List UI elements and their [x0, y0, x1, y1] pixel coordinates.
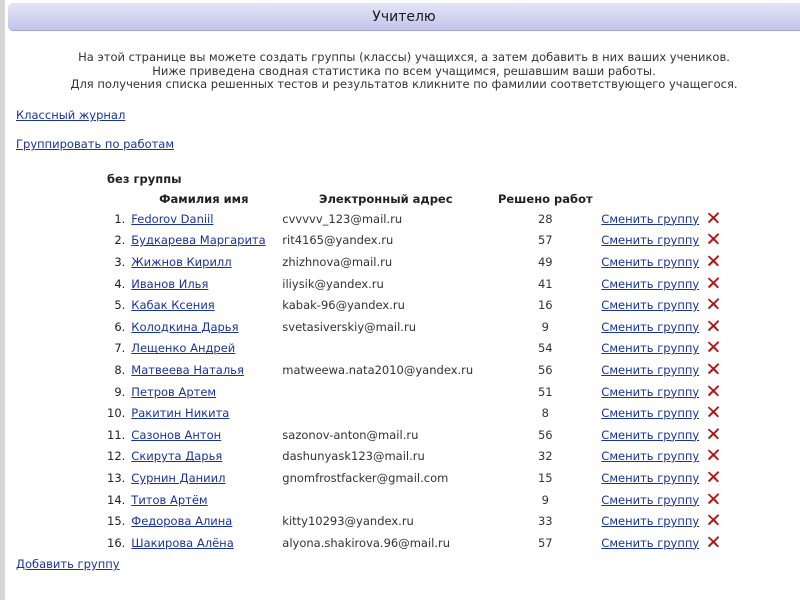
delete-icon[interactable]	[707, 362, 720, 378]
change-group-link[interactable]: Сменить группу	[601, 514, 700, 529]
delete-icon[interactable]	[707, 427, 720, 443]
solved-count: 16	[537, 298, 553, 313]
window-left-border	[0, 0, 5, 600]
add-group-link[interactable]: Добавить группу	[16, 557, 120, 571]
solved-count: 57	[537, 535, 553, 550]
table-row	[104, 381, 730, 403]
delete-icon[interactable]	[707, 232, 720, 248]
solved-count: 51	[537, 384, 553, 399]
solved-count: 41	[537, 276, 553, 291]
change-group-link[interactable]: Сменить группу	[601, 535, 700, 550]
student-name-link[interactable]: Будкарева Маргарита	[131, 233, 266, 248]
row-number: 2.	[114, 233, 126, 248]
student-name-link[interactable]: Жижнов Кирилл	[131, 254, 232, 269]
student-email	[279, 381, 492, 403]
student-email: matweewa.nata2010@yandex.ru	[282, 362, 474, 377]
delete-icon[interactable]	[707, 297, 720, 313]
change-group-link[interactable]: Сменить группу	[601, 406, 700, 421]
student-email: zhizhnova@mail.ru	[282, 254, 393, 269]
change-group-link[interactable]: Сменить группу	[601, 384, 700, 399]
change-group-link[interactable]: Сменить группу	[601, 341, 700, 356]
delete-icon[interactable]	[707, 319, 720, 335]
change-group-link[interactable]: Сменить группу	[601, 298, 700, 313]
solved-count: 56	[537, 362, 553, 377]
row-number: 16.	[107, 535, 126, 550]
students-table	[104, 189, 730, 554]
student-name-link[interactable]: Скирута Дарья	[131, 449, 223, 464]
solved-count: 8	[541, 406, 549, 421]
row-number: 13.	[107, 470, 126, 485]
student-email: iliysik@yandex.ru	[282, 276, 384, 291]
delete-icon[interactable]	[707, 211, 720, 227]
row-number: 12.	[107, 449, 126, 464]
row-number: 3.	[114, 254, 126, 269]
change-group-link[interactable]: Сменить группу	[601, 362, 700, 377]
delete-icon[interactable]	[707, 492, 720, 508]
student-name-link[interactable]: Колодкина Дарья	[131, 319, 239, 334]
solved-count: 28	[537, 211, 553, 226]
solved-count: 9	[541, 492, 549, 507]
student-email: kitty10293@yandex.ru	[282, 514, 414, 529]
change-group-link[interactable]: Сменить группу	[601, 470, 700, 485]
page-title: Учителю	[372, 9, 436, 25]
table-header-row	[104, 189, 730, 208]
column-email: Электронный адрес	[319, 191, 453, 206]
table-row	[104, 510, 730, 532]
delete-icon[interactable]	[707, 513, 720, 529]
student-email: alyona.shakirova.96@mail.ru	[282, 535, 451, 550]
change-group-link[interactable]: Сменить группу	[601, 319, 700, 334]
table-row	[104, 424, 730, 446]
student-name-link[interactable]: Сазонов Антон	[131, 427, 222, 442]
table-row	[104, 402, 730, 424]
delete-icon[interactable]	[707, 448, 720, 464]
table-row	[104, 489, 730, 511]
solved-count: 49	[537, 254, 553, 269]
student-name-link[interactable]: Матвеева Наталья	[131, 362, 244, 377]
row-number: 6.	[114, 319, 126, 334]
class-journal-link[interactable]: Классный журнал	[16, 108, 126, 122]
student-name-link[interactable]: Fedorov Daniil	[131, 211, 214, 226]
row-number: 11.	[107, 427, 126, 442]
page-header	[8, 3, 800, 31]
intro-line-1: На этой странице вы можете создать группы (классы) учащихся, а затем добавить в них ваших учеников.	[78, 50, 730, 64]
column-delete	[704, 189, 730, 208]
student-email	[279, 489, 492, 511]
group-by-works-link[interactable]: Группировать по работам	[16, 137, 175, 151]
solved-count: 57	[537, 233, 553, 248]
intro-line-2: Ниже приведена сводная статистика по всем учащимся, решавшим ваши работы.	[152, 63, 656, 78]
delete-icon[interactable]	[707, 384, 720, 400]
delete-icon[interactable]	[707, 340, 720, 356]
row-number: 7.	[114, 341, 126, 356]
row-number: 10.	[107, 406, 126, 421]
table-row	[104, 251, 730, 273]
student-name-link[interactable]: Лещенко Андрей	[131, 341, 236, 356]
student-email: kabak-96@yandex.ru	[282, 298, 405, 313]
column-number	[104, 189, 128, 208]
row-number: 14.	[107, 492, 126, 507]
delete-icon[interactable]	[707, 470, 720, 486]
intro-line-3: Для получения списка решенных тестов и результатов кликните по фамилии соответствующего учащегося.	[70, 77, 738, 91]
solved-count: 32	[537, 449, 553, 464]
student-name-link[interactable]: Кабак Ксения	[131, 298, 215, 313]
change-group-link[interactable]: Сменить группу	[601, 254, 700, 269]
table-row	[104, 316, 730, 338]
table-row	[104, 467, 730, 489]
student-email: dashunyask123@mail.ru	[282, 449, 425, 464]
table-row	[104, 294, 730, 316]
student-name-link[interactable]: Титов Артём	[131, 492, 208, 507]
student-email: sazonov-anton@mail.ru	[282, 427, 419, 442]
student-name-link[interactable]: Иванов Илья	[131, 276, 209, 291]
change-group-link[interactable]: Сменить группу	[601, 492, 700, 507]
table-row	[104, 208, 730, 230]
student-email	[279, 338, 492, 360]
student-email: cvvvvv_123@mail.ru	[282, 211, 403, 226]
table-row	[104, 532, 730, 554]
student-email: svetasiverskiy@mail.ru	[282, 319, 416, 334]
solved-count: 54	[537, 341, 553, 356]
group-title: без группы	[107, 172, 182, 186]
column-change	[598, 189, 704, 208]
row-number: 4.	[114, 276, 126, 291]
delete-icon[interactable]	[707, 535, 720, 551]
student-name-link[interactable]: Ракитин Никита	[131, 406, 230, 421]
table-row	[104, 230, 730, 252]
row-number: 9.	[114, 384, 126, 399]
student-name-link[interactable]: Федорова Алина	[131, 514, 233, 529]
column-name: Фамилия имя	[159, 191, 249, 206]
delete-icon[interactable]	[707, 276, 720, 292]
intro-text	[8, 51, 800, 92]
row-number: 5.	[114, 298, 126, 313]
column-solved: Решено работ	[497, 191, 593, 206]
change-group-link[interactable]: Сменить группу	[601, 211, 700, 226]
change-group-link[interactable]: Сменить группу	[601, 427, 700, 442]
change-group-link[interactable]: Сменить группу	[601, 233, 700, 248]
student-name-link[interactable]: Шакирова Алёна	[131, 535, 234, 550]
table-row	[104, 273, 730, 295]
change-group-link[interactable]: Сменить группу	[601, 449, 700, 464]
student-email	[279, 402, 492, 424]
solved-count: 56	[537, 427, 553, 442]
row-number: 15.	[107, 514, 126, 529]
row-number: 1.	[114, 211, 126, 226]
table-row	[104, 338, 730, 360]
change-group-link[interactable]: Сменить группу	[601, 276, 700, 291]
solved-count: 15	[537, 470, 553, 485]
solved-count: 9	[541, 319, 549, 334]
student-name-link[interactable]: Петров Артем	[131, 384, 217, 399]
student-name-link[interactable]: Сурнин Даниил	[131, 470, 226, 485]
table-row	[104, 446, 730, 468]
solved-count: 33	[537, 514, 553, 529]
student-email: rit4165@yandex.ru	[282, 233, 394, 248]
student-email: gnomfrostfacker@gmail.com	[282, 470, 449, 485]
delete-icon[interactable]	[707, 405, 720, 421]
row-number: 8.	[114, 362, 126, 377]
delete-icon[interactable]	[707, 254, 720, 270]
table-row	[104, 359, 730, 381]
